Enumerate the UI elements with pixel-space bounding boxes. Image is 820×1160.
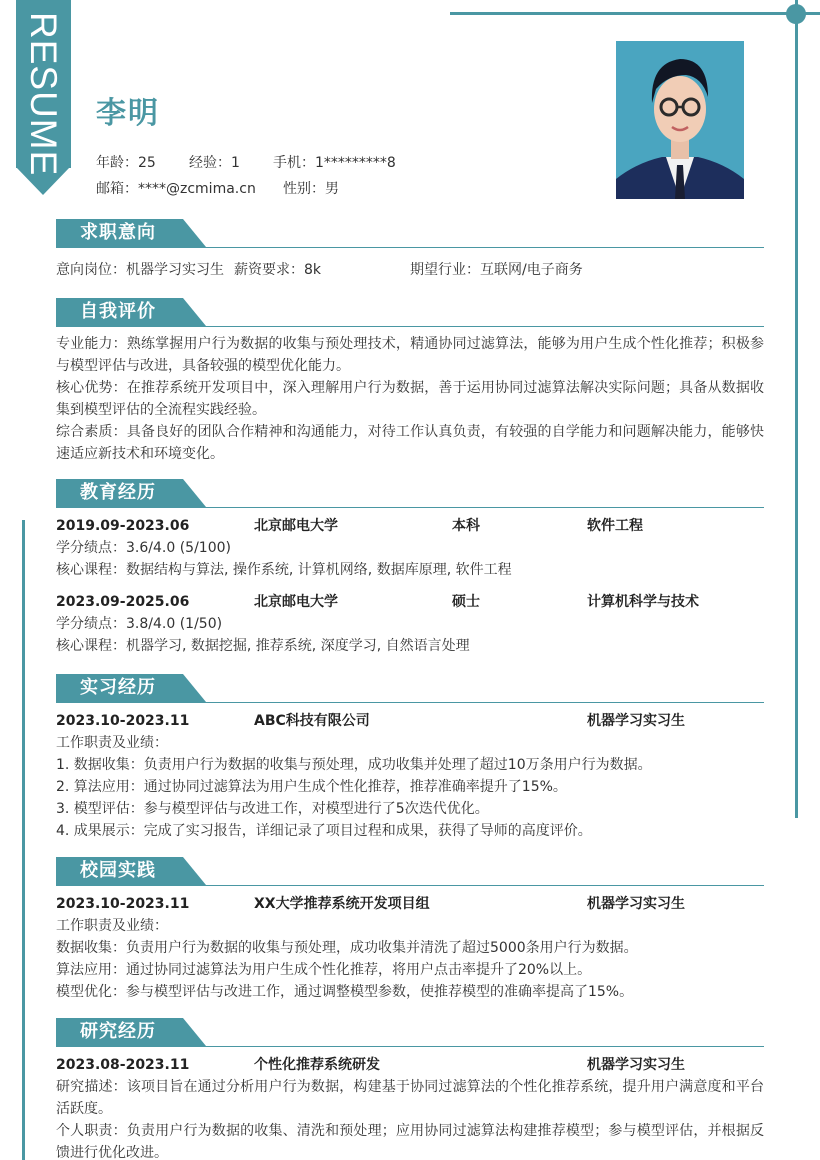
self-evaluation-body <box>56 328 764 465</box>
edu-school: 北京邮电大学 <box>254 518 338 534</box>
edu-school: 北京邮电大学 <box>254 594 338 610</box>
top-decor-line <box>450 12 820 15</box>
internship-body <box>56 704 764 842</box>
internship-entry-header <box>56 708 764 732</box>
edu-degree: 硕士 <box>452 594 480 610</box>
edu-gpa: 学分绩点：3.6/4.0 (5/100) <box>56 540 231 556</box>
research-entry-header <box>56 1052 764 1076</box>
research-project: 个性化推荐系统研发 <box>254 1057 380 1073</box>
intern-date: 2023.10-2023.11 <box>56 713 190 729</box>
experience-value: 1 <box>231 155 240 171</box>
campus-role: 机器学习实习生 <box>587 896 685 912</box>
section-self-evaluation <box>56 298 764 465</box>
phone-field <box>273 152 396 172</box>
section-education <box>56 479 764 657</box>
phone-label: 手机： <box>273 155 315 171</box>
campus-line: 工作职责及业绩： <box>56 918 168 934</box>
section-rule <box>56 247 764 248</box>
section-header <box>56 857 764 887</box>
resume-ribbon <box>16 0 71 195</box>
intern-line: 3. 模型评估：参与模型评估与改进工作，对模型进行了5次迭代优化。 <box>56 801 489 817</box>
research-paragraph: 研究描述：该项目旨在通过分析用户行为数据，构建基于协同过滤算法的个性化推荐系统，提升用户满意度和平台活跃度。 <box>56 1079 764 1117</box>
intern-line: 2. 算法应用：通过协同过滤算法为用户生成个性化推荐，推荐准确率提升了15%。 <box>56 779 567 795</box>
job-intent-body <box>56 249 764 279</box>
edu-degree: 本科 <box>452 518 480 534</box>
gender-label: 性别： <box>283 181 325 197</box>
edu-courses: 核心课程：机器学习, 数据挖掘, 推荐系统, 深度学习, 自然语言处理 <box>56 638 470 654</box>
section-internship <box>56 674 764 842</box>
section-title: 研究经历 <box>80 1021 156 1042</box>
intern-line: 4. 成果展示：完成了实习报告，详细记录了项目过程和成果，获得了导师的高度评价。 <box>56 823 592 839</box>
section-header <box>56 298 764 328</box>
section-title: 求职意向 <box>80 222 156 243</box>
section-rule <box>56 507 764 508</box>
section-title: 实习经历 <box>80 677 156 698</box>
intern-line: 1. 数据收集：负责用户行为数据的收集与预处理，成功收集并处理了超过10万条用户行为数据。 <box>56 757 652 773</box>
ribbon-label: RESUME <box>23 12 64 177</box>
campus-line: 算法应用：通过协同过滤算法为用户生成个性化推荐，将用户点击率提升了20%以上。 <box>56 962 592 978</box>
self-eval-paragraph: 综合素质：具备良好的团队合作精神和沟通能力，对待工作认真负责，有较强的自学能力和问题解决能力，能够快速适应新技术和环境变化。 <box>56 424 764 462</box>
section-campus-practice <box>56 857 764 1003</box>
edu-courses: 核心课程：数据结构与算法, 操作系统, 计算机网络, 数据库原理, 软件工程 <box>56 562 512 578</box>
section-header <box>56 674 764 704</box>
self-eval-paragraph: 核心优势：在推荐系统开发项目中，深入理解用户行为数据，善于运用协同过滤算法解决实际问题；具备从数据收集到模型评估的全流程实践经验。 <box>56 380 764 418</box>
target-industry: 期望行业：互联网/电子商务 <box>410 262 583 278</box>
intern-role: 机器学习实习生 <box>587 713 685 729</box>
phone-value: 1*********8 <box>315 155 396 171</box>
experience-label: 经验： <box>189 155 231 171</box>
campus-entry-header <box>56 891 764 915</box>
section-rule <box>56 885 764 886</box>
info-row-1 <box>96 152 396 172</box>
left-decor-line <box>22 520 25 1160</box>
info-row-2 <box>96 178 339 198</box>
email-field <box>96 178 283 198</box>
section-header <box>56 219 764 249</box>
research-date: 2023.08-2023.11 <box>56 1057 190 1073</box>
section-title: 教育经历 <box>80 482 156 503</box>
edu-major: 软件工程 <box>587 518 643 534</box>
section-research <box>56 1018 764 1160</box>
age-field <box>96 152 189 172</box>
intern-line: 工作职责及业绩： <box>56 735 168 751</box>
self-eval-paragraph: 专业能力：熟练掌握用户行为数据的收集与预处理技术，精通协同过滤算法，能够为用户生成个性化推荐；积极参与模型评估与改进，具备较强的模型优化能力。 <box>56 336 764 374</box>
education-body <box>56 509 764 657</box>
email-label: 邮箱： <box>96 181 138 197</box>
target-position: 意向岗位：机器学习实习生 <box>56 262 224 278</box>
campus-line: 数据收集：负责用户行为数据的收集与预处理，成功收集并清洗了超过5000条用户行为数据。 <box>56 940 638 956</box>
age-value: 25 <box>138 155 156 171</box>
section-header <box>56 479 764 509</box>
section-rule <box>56 702 764 703</box>
decor-dot <box>786 4 806 24</box>
section-header <box>56 1018 764 1048</box>
intern-company: ABC科技有限公司 <box>254 713 370 729</box>
age-label: 年龄： <box>96 155 138 171</box>
campus-org: XX大学推荐系统开发项目组 <box>254 896 430 912</box>
edu-gpa: 学分绩点：3.8/4.0 (1/50) <box>56 616 223 632</box>
section-rule <box>56 326 764 327</box>
campus-date: 2023.10-2023.11 <box>56 896 190 912</box>
email-value: ****@zcmima.cn <box>138 181 256 197</box>
education-entry-header <box>56 513 764 537</box>
section-job-intent <box>56 219 764 279</box>
right-decor-line <box>795 0 798 818</box>
gender-field <box>283 178 339 198</box>
edu-date: 2019.09-2023.06 <box>56 518 190 534</box>
gender-value: 男 <box>325 181 339 197</box>
section-title: 自我评价 <box>80 301 156 322</box>
profile-photo <box>616 41 744 199</box>
research-paragraph: 个人职责：负责用户行为数据的收集、清洗和预处理；应用协同过滤算法构建推荐模型；参与模型评估，并根据反馈进行优化改进。 <box>56 1123 764 1160</box>
salary-expectation: 薪资要求：8k <box>234 262 322 278</box>
candidate-name: 李明 <box>96 96 160 131</box>
research-role: 机器学习实习生 <box>587 1057 685 1073</box>
education-entry-header <box>56 589 764 613</box>
portrait-icon <box>616 41 744 199</box>
edu-date: 2023.09-2025.06 <box>56 594 190 610</box>
research-body <box>56 1048 764 1160</box>
experience-field <box>189 152 273 172</box>
edu-major: 计算机科学与技术 <box>587 594 699 610</box>
campus-body <box>56 887 764 1003</box>
section-title: 校园实践 <box>80 860 156 881</box>
section-rule <box>56 1046 764 1047</box>
campus-line: 模型优化：参与模型评估与改进工作，通过调整模型参数，使推荐模型的准确率提高了15%。 <box>56 984 634 1000</box>
